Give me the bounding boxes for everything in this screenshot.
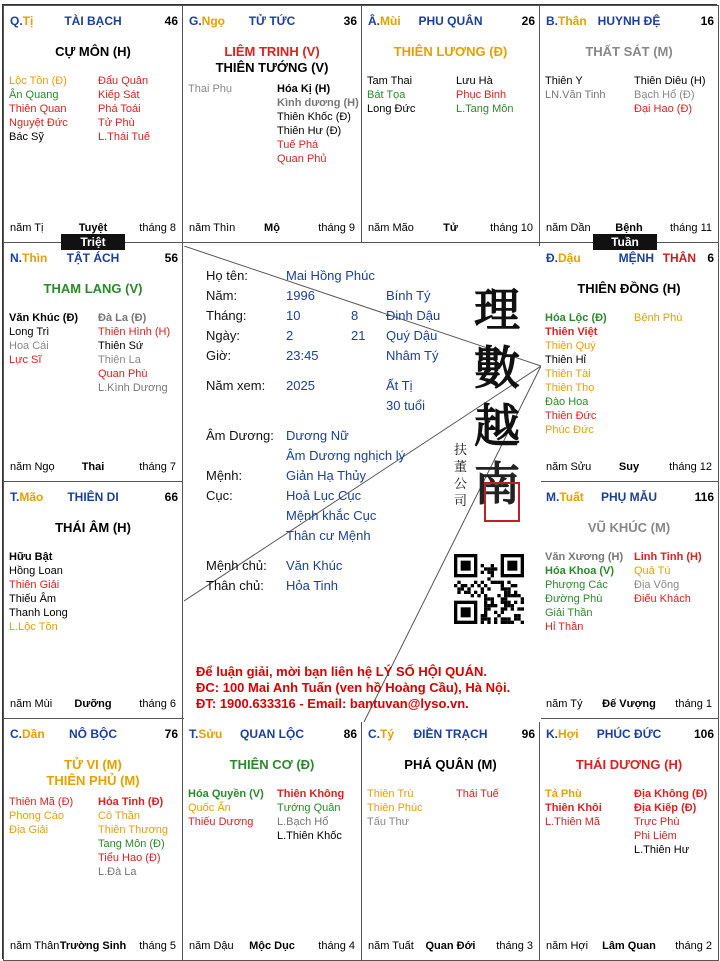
palace-code: Đ. [546, 251, 558, 265]
palace-stage: Dưỡng [74, 698, 112, 710]
contact-address: ĐC: 100 Mai Anh Tuấn (ven hồ Hoàng Cầu), Hà Nội. [196, 680, 511, 695]
star-dia-kiep-d[interactable]: Địa Kiếp (Đ) [634, 802, 697, 814]
palace-stage: Đế Vượng [602, 698, 656, 710]
star-column-left [545, 74, 606, 102]
star-dieu-khach[interactable]: Điếu Khách [634, 593, 691, 605]
palace-number: 76 [164, 727, 178, 741]
cuc-note: Mệnh khắc Cục [286, 508, 377, 523]
star-thien-y[interactable]: Thiên Y [545, 75, 583, 87]
palace-year: năm Dậu [189, 940, 234, 952]
star-phuc-binh[interactable]: Phục Binh [456, 89, 507, 101]
star-column-left [367, 787, 423, 829]
star-truc-phu[interactable]: Trực Phù [634, 816, 680, 828]
palace-thin[interactable] [3, 242, 183, 482]
star-hoa-khoa-v[interactable]: Hóa Khoa (V) [545, 565, 615, 577]
main-star-vu-khuc-m[interactable]: VŨ KHÚC (M) [587, 520, 671, 535]
star-l-bach-ho[interactable]: L.Bạch Hổ [277, 816, 329, 828]
palace-branch: Tị [22, 14, 34, 28]
view-year: 2025 [286, 378, 315, 393]
star-thien-phuc[interactable]: Thiên Phúc [367, 802, 423, 814]
palace-month: tháng 8 [139, 222, 176, 234]
star-linh-tinh-h[interactable]: Linh Tinh (H) [634, 551, 702, 563]
palace-ngo[interactable] [182, 5, 362, 243]
star-luu-ha[interactable]: Lưu Hà [456, 75, 493, 87]
star-l-tang-mon[interactable]: L.Tang Môn [456, 103, 514, 115]
than-chu-value: Hỏa Tinh [286, 578, 339, 593]
star-thien-su[interactable]: Thiên Sứ [98, 340, 144, 352]
palace-branch: Thân [558, 14, 587, 28]
calligraphy-char-1: 理 [474, 283, 520, 337]
star-hoa-tinh-d[interactable]: Hỏa Tinh (Đ) [98, 796, 164, 808]
star-thien-ma-d[interactable]: Thiên Mã (Đ) [9, 796, 74, 808]
palace-number: 66 [164, 490, 178, 504]
menh-chu-value: Văn Khúc [286, 558, 343, 573]
star-l-thien-ma[interactable]: L.Thiên Mã [545, 816, 601, 828]
star-thai-phu[interactable]: Thai Phụ [188, 83, 233, 95]
main-star-thai-am-h[interactable]: THÁI ÂM (H) [55, 520, 131, 535]
qr-code-icon[interactable] [454, 554, 524, 624]
star-column-left [188, 787, 264, 829]
palace-code: N. [10, 251, 22, 265]
star-thanh-long[interactable]: Thanh Long [9, 607, 68, 619]
birth-month-lunar: 8 [351, 308, 359, 323]
palace-branch: Hợi [558, 727, 579, 741]
palace-code: Q. [10, 14, 23, 28]
calligraphy-char-4: 南 [474, 457, 520, 511]
palace-number: 6 [707, 251, 714, 265]
age: 30 tuổi [386, 398, 426, 413]
palace-name: PHU QUÂN [418, 14, 483, 28]
palace-code: M. [546, 490, 560, 504]
star-tieu-hao-d[interactable]: Tiểu Hao (Đ) [98, 852, 161, 864]
menh-value: Giản Hạ Thủy [286, 468, 366, 483]
cuc-value: Hoả Lục Cục [286, 488, 362, 503]
star-quan-phu[interactable]: Quan Phù [98, 368, 148, 380]
star-tau-thu[interactable]: Tấu Thư [367, 816, 410, 828]
main-star-thien-luong-d[interactable]: THIÊN LƯƠNG (Đ) [393, 44, 508, 59]
palace-branch: Dần [22, 727, 45, 741]
star-bat-toa[interactable]: Bát Tọa [367, 89, 406, 101]
star-loc-ton-d[interactable]: Lộc Tồn (Đ) [9, 75, 67, 87]
view-year-can: Ất Tị [386, 378, 413, 393]
birth-month-can: Đinh Dậu [386, 308, 441, 323]
palace-stage: Mộc Dục [249, 940, 295, 952]
palace-footer [8, 698, 178, 712]
palace-year: năm Thân [10, 940, 60, 952]
birth-year: 1996 [286, 288, 315, 303]
palace-ti[interactable] [3, 5, 183, 243]
star-kinh-duong-h[interactable]: Kình dương (H) [277, 97, 359, 109]
star-thien-giai[interactable]: Thiên Giải [9, 579, 60, 591]
palace-stage: Quan Đới [425, 940, 476, 952]
palace-branch: Sửu [198, 727, 223, 741]
main-star-thien-co-d[interactable]: THIÊN CƠ (Đ) [229, 757, 315, 772]
palace-header [8, 14, 178, 30]
palace-dan[interactable] [3, 718, 183, 961]
star-thien-viet[interactable]: Thiên Việt [545, 326, 598, 338]
palace-branch: Ngọ [201, 14, 225, 28]
palace-name: THIÊN DI [67, 490, 119, 504]
palace-number: 46 [164, 14, 178, 28]
calligraphy-char-2: 數 [474, 341, 520, 395]
star-l-thai-tue[interactable]: L.Thái Tuế [98, 131, 150, 143]
star-column-right [456, 74, 513, 116]
palace-name: NÔ BỘC [69, 727, 117, 741]
star-da-la-d[interactable]: Đà La (Đ) [98, 312, 147, 324]
star-column-left [188, 82, 232, 96]
month-label: Tháng: [206, 308, 247, 323]
palace-header [544, 727, 714, 743]
star-thai-tue[interactable]: Thái Tuế [456, 788, 499, 800]
amduong-label: Âm Dương: [206, 428, 274, 443]
palace-name: MỆNH [618, 251, 654, 265]
star-long-duc[interactable]: Long Đức [367, 103, 416, 115]
palace-branch: Mão [19, 490, 44, 504]
palace-name: TẬT ÁCH [66, 251, 120, 265]
palace-header [544, 14, 714, 30]
palace-header [187, 14, 357, 30]
palace-header [8, 490, 178, 506]
star-thien-hinh-h[interactable]: Thiên Hình (H) [98, 326, 171, 338]
star-column-left [545, 550, 623, 634]
palace-number: 86 [343, 727, 357, 741]
palace-stage: Thai [81, 461, 105, 473]
star-kiep-sat[interactable]: Kiếp Sát [98, 89, 140, 101]
star-thien-quy[interactable]: Thiên Quý [545, 340, 596, 352]
star-column-right [277, 82, 359, 166]
birth-month: 10 [286, 308, 301, 323]
palace-footer [187, 222, 357, 236]
star-column-left [9, 550, 68, 634]
palace-footer [187, 940, 357, 954]
birth-day: 2 [286, 328, 294, 343]
palace-year: năm Mão [368, 222, 414, 234]
birth-day-lunar: 21 [351, 328, 366, 343]
star-column-left [545, 311, 607, 437]
palace-code: Â. [368, 14, 380, 28]
palace-footer [8, 461, 178, 475]
birth-day-can: Quý Dậu [386, 328, 438, 343]
palace-footer [366, 222, 535, 236]
star-thien-tho[interactable]: Thiên Thọ [545, 382, 595, 394]
star-tang-mon-d[interactable]: Tang Môn (Đ) [98, 838, 165, 850]
palace-name: PHÚC ĐỨC [596, 727, 662, 741]
palace-code: C. [10, 727, 22, 741]
palace-name: TỬ TỨC [248, 14, 296, 28]
palace-branch: Thìn [22, 251, 48, 265]
palace-code: G. [189, 14, 202, 28]
star-thieu-duong[interactable]: Thiếu Dương [188, 816, 254, 828]
star-tue-pha[interactable]: Tuế Phá [277, 139, 319, 151]
palace-name: QUAN LỘC [240, 727, 304, 741]
palace-branch: Tý [380, 727, 395, 741]
star-bac-sy[interactable]: Bác Sỹ [9, 131, 44, 143]
star-thien-quan[interactable]: Thiên Quan [9, 103, 67, 115]
palace-mui[interactable] [361, 5, 540, 243]
palace-year: năm Tuất [368, 940, 414, 952]
palace-footer [8, 940, 178, 954]
palace-month: tháng 6 [139, 698, 176, 710]
palace-year: năm Dần [546, 222, 591, 234]
palace-mao[interactable] [3, 481, 183, 719]
star-hoa-loc-d[interactable]: Hóa Lộc (Đ) [545, 312, 607, 324]
star-duong-phu[interactable]: Đường Phù [545, 593, 603, 605]
palace-stage: Tử [443, 222, 458, 234]
palace-header [366, 14, 535, 30]
main-star-thien-tuong-v[interactable]: THIÊN TƯỚNG (V) [215, 60, 329, 75]
star-hong-loan[interactable]: Hồng Loan [9, 565, 63, 577]
star-column-left [9, 311, 78, 367]
star-quoc-an[interactable]: Quốc Ấn [188, 802, 231, 814]
palace-month: tháng 5 [139, 940, 176, 952]
main-star-thien-dong-h[interactable]: THIÊN ĐỒNG (H) [577, 281, 681, 296]
main-star-liem-trinh-v[interactable]: LIÊM TRINH (V) [224, 44, 320, 59]
star-thien-khoc-d[interactable]: Thiên Khốc (Đ) [277, 111, 351, 123]
star-column-right [456, 787, 499, 801]
star-van-khuc-d[interactable]: Văn Khúc (Đ) [9, 312, 79, 324]
contact-line-1: Để luận giải, mời bạn liên hệ LÝ SỐ HỘI QUÁN. [196, 664, 487, 679]
palace-code: K. [546, 727, 558, 741]
palace-dau[interactable] [539, 242, 719, 482]
palace-name: HUYNH ĐỆ [597, 14, 661, 28]
star-phong-cao[interactable]: Phong Cáo [9, 810, 65, 822]
palace-stage: Tuyệt [78, 222, 108, 234]
palace-number: 116 [694, 490, 714, 504]
palace-number: 16 [700, 14, 714, 28]
palace-month: tháng 11 [669, 222, 712, 234]
palace-stage: Lâm Quan [602, 940, 656, 952]
name-label: Họ tên: [206, 268, 248, 283]
palace-code: C. [368, 727, 380, 741]
star-column-right [634, 74, 706, 116]
palace-header [8, 251, 178, 267]
star-thien-tai[interactable]: Thiên Tài [545, 368, 591, 380]
year-label: Năm: [206, 288, 238, 303]
star-l-thien-hu[interactable]: L.Thiên Hư [634, 844, 690, 856]
cuc-label: Cục: [206, 488, 233, 503]
palace-header [544, 490, 714, 506]
star-column-right [634, 550, 702, 606]
star-column-left [367, 74, 415, 116]
palace-footer [544, 698, 714, 712]
palace-header [8, 727, 178, 743]
star-tu-phu[interactable]: Tử Phù [98, 117, 135, 129]
menh-chu-label: Mệnh chủ: [206, 558, 267, 573]
star-dia-giai[interactable]: Địa Giải [9, 824, 49, 836]
hour-label: Giờ: [206, 348, 232, 363]
palace-number: 36 [343, 14, 357, 28]
palace-header [544, 251, 714, 267]
star-huu-bat[interactable]: Hữu Bật [9, 551, 53, 563]
main-star-tham-lang-v[interactable]: THAM LANG (V) [43, 281, 143, 296]
star-tuong-quan[interactable]: Tướng Quân [277, 802, 341, 814]
star-ta-phu[interactable]: Tả Phù [545, 788, 582, 800]
palace-stage: Suy [618, 461, 640, 473]
star-dia-khong-d[interactable]: Địa Không (Đ) [634, 788, 708, 800]
star-dau-quan[interactable]: Đẩu Quân [98, 75, 149, 87]
star-column-left [9, 795, 73, 837]
star-hoa-quyen-v[interactable]: Hóa Quyền (V) [188, 788, 264, 800]
star-thien-hi[interactable]: Thiên Hỉ [545, 354, 586, 366]
star-phuc-duc[interactable]: Phúc Đức [545, 424, 594, 436]
palace-code: T. [10, 490, 20, 504]
star-qua-tu[interactable]: Quả Tú [634, 565, 671, 577]
main-star-pha-quan-m[interactable]: PHÁ QUÂN (M) [404, 757, 497, 772]
star-l-thien-khoc[interactable]: L.Thiên Khốc [277, 830, 342, 842]
palace-code: T. [189, 727, 199, 741]
palace-year: năm Sửu [546, 461, 592, 473]
star-dai-hao-d[interactable]: Đại Hao (Đ) [634, 103, 693, 115]
palace-number: 106 [693, 727, 714, 741]
star-l-da-la[interactable]: L.Đà La [98, 866, 137, 878]
person-name: Mai Hồng Phúc [286, 268, 375, 283]
palace-header [187, 727, 357, 743]
star-giai-than[interactable]: Giải Thần [545, 607, 593, 619]
palace-branch: Dậu [558, 251, 581, 265]
palace-header [366, 727, 535, 743]
palace-number: 96 [521, 727, 535, 741]
star-column-left [9, 74, 68, 144]
view-year-label: Năm xem: [206, 378, 266, 393]
star-dia-vong[interactable]: Địa Võng [634, 579, 680, 591]
star-bach-ho-d[interactable]: Bạch Hổ (Đ) [634, 89, 695, 101]
palace-month: tháng 3 [496, 940, 533, 952]
palace-tuat[interactable] [539, 481, 719, 719]
star-thien-tru[interactable]: Thiên Trù [367, 788, 414, 800]
palace-month: tháng 2 [675, 940, 712, 952]
star-thien-thuong[interactable]: Thiên Thương [98, 824, 169, 836]
palace-year: năm Hợi [546, 940, 589, 952]
than-chu-label: Thân chủ: [206, 578, 264, 593]
star-hi-than[interactable]: Hỉ Thần [545, 621, 584, 633]
palace-name: ĐIỀN TRẠCH [413, 727, 488, 741]
star-thien-khoi[interactable]: Thiên Khôi [545, 802, 602, 814]
star-long-tri[interactable]: Long Trì [9, 326, 50, 338]
star-nguyet-duc[interactable]: Nguyệt Đức [9, 117, 68, 129]
star-co-than[interactable]: Cô Thần [98, 810, 140, 822]
star-column-right [634, 311, 682, 325]
star-thien-duc[interactable]: Thiên Đức [545, 410, 597, 422]
star-dao-hoa[interactable]: Đào Hoa [545, 396, 589, 408]
palace-footer [544, 940, 714, 954]
palace-year: năm Ngọ [10, 461, 55, 473]
than-marker-label: THÂN [662, 251, 696, 265]
palace-stage: Trường Sinh [59, 940, 127, 952]
palace-month: tháng 1 [675, 698, 712, 710]
palace-year: năm Mùi [10, 698, 53, 710]
palace-branch: Mùi [380, 14, 401, 28]
birth-hour: 23:45 [286, 348, 319, 363]
star-ln-van-tinh[interactable]: LN.Văn Tinh [545, 89, 606, 101]
star-column-right [634, 787, 707, 857]
palace-suu[interactable] [182, 718, 362, 961]
star-benh-phu[interactable]: Bệnh Phù [634, 312, 683, 324]
palace-hoi[interactable] [539, 718, 719, 961]
palace-name: PHỤ MẪU [601, 490, 657, 504]
palace-year: năm Tý [546, 698, 583, 710]
calligraphy-side-text: 扶董公司 [454, 443, 468, 509]
star-l-kinh-duong[interactable]: L.Kình Dương [98, 382, 168, 394]
palace-month: tháng 10 [490, 222, 533, 234]
contact-phone-email: ĐT: 1900.633316 - Email: bantuvan@lyso.vn. [196, 696, 469, 711]
palace-ty[interactable] [361, 718, 540, 961]
star-an-quang[interactable]: Ân Quang [9, 89, 59, 101]
star-column-left [545, 787, 602, 829]
star-column-right [277, 787, 344, 843]
star-column-right [98, 74, 150, 144]
palace-month: tháng 12 [669, 461, 712, 473]
day-label: Ngày: [206, 328, 240, 343]
palace-month: tháng 9 [318, 222, 355, 234]
palace-month: tháng 7 [139, 461, 176, 473]
star-van-xuong-h[interactable]: Văn Xương (H) [545, 551, 624, 563]
star-thieu-am[interactable]: Thiếu Âm [9, 593, 57, 605]
star-thien-la[interactable]: Thiên La [98, 354, 141, 366]
star-column-right [98, 795, 168, 879]
palace-month: tháng 4 [318, 940, 355, 952]
main-star-cu-mon-h[interactable]: CỰ MÔN (H) [55, 44, 131, 59]
star-tam-thai[interactable]: Tam Thai [367, 75, 413, 87]
star-l-loc-ton[interactable]: L.Lộc Tồn [9, 621, 58, 633]
red-seal-stamp [484, 482, 520, 522]
palace-than[interactable] [539, 5, 719, 243]
horoscope-chart [2, 4, 717, 959]
triet-marker: Triệt [61, 234, 125, 250]
main-star-thai-duong-h[interactable]: THÁI DƯƠNG (H) [575, 757, 683, 772]
star-phi-liem[interactable]: Phi Liêm [634, 830, 677, 842]
main-star-thien-phu-m[interactable]: THIÊN PHỦ (M) [46, 773, 140, 788]
palace-footer [366, 940, 535, 954]
star-hoa-cai[interactable]: Hoa Cái [9, 340, 49, 352]
star-thien-hu-d[interactable]: Thiên Hư (Đ) [277, 125, 342, 137]
palace-stage: Mộ [264, 222, 280, 234]
palace-number: 56 [164, 251, 178, 265]
palace-stage: Bệnh [615, 222, 643, 234]
star-quan-phu[interactable]: Quan Phủ [277, 153, 327, 165]
main-star-tu-vi-m[interactable]: TỬ VI (M) [64, 757, 122, 772]
palace-footer [544, 461, 714, 475]
amduong-note: Âm Dương nghịch lý [286, 448, 406, 463]
palace-code: B. [546, 14, 558, 28]
than-cu-note: Thân cư Mệnh [286, 528, 371, 543]
palace-year: năm Tị [10, 222, 44, 234]
star-hoa-ki-h[interactable]: Hóa Kị (H) [277, 83, 331, 95]
center-info-panel [184, 246, 541, 722]
calligraphy-char-3: 越 [474, 399, 520, 453]
star-phuong-cac[interactable]: Phượng Các [545, 579, 608, 591]
palace-branch: Tuất [559, 490, 584, 504]
star-pha-toai[interactable]: Phá Toái [98, 103, 141, 115]
birth-hour-can: Nhâm Tý [386, 348, 439, 363]
palace-number: 26 [521, 14, 535, 28]
star-luc-si[interactable]: Lực Sĩ [9, 354, 42, 366]
birth-year-can: Bính Tý [386, 288, 431, 303]
main-star-that-sat-m[interactable]: THẤT SÁT (M) [585, 44, 673, 59]
amduong-value: Dương Nữ [286, 428, 349, 443]
star-thien-dieu-h[interactable]: Thiên Diêu (H) [634, 75, 706, 87]
palace-name: TÀI BẠCH [64, 14, 122, 28]
star-column-right [98, 311, 170, 395]
star-thien-khong[interactable]: Thiên Không [277, 788, 345, 800]
menh-label: Mệnh: [206, 468, 243, 483]
palace-year: năm Thìn [189, 222, 236, 234]
tuan-marker: Tuần [593, 234, 657, 250]
